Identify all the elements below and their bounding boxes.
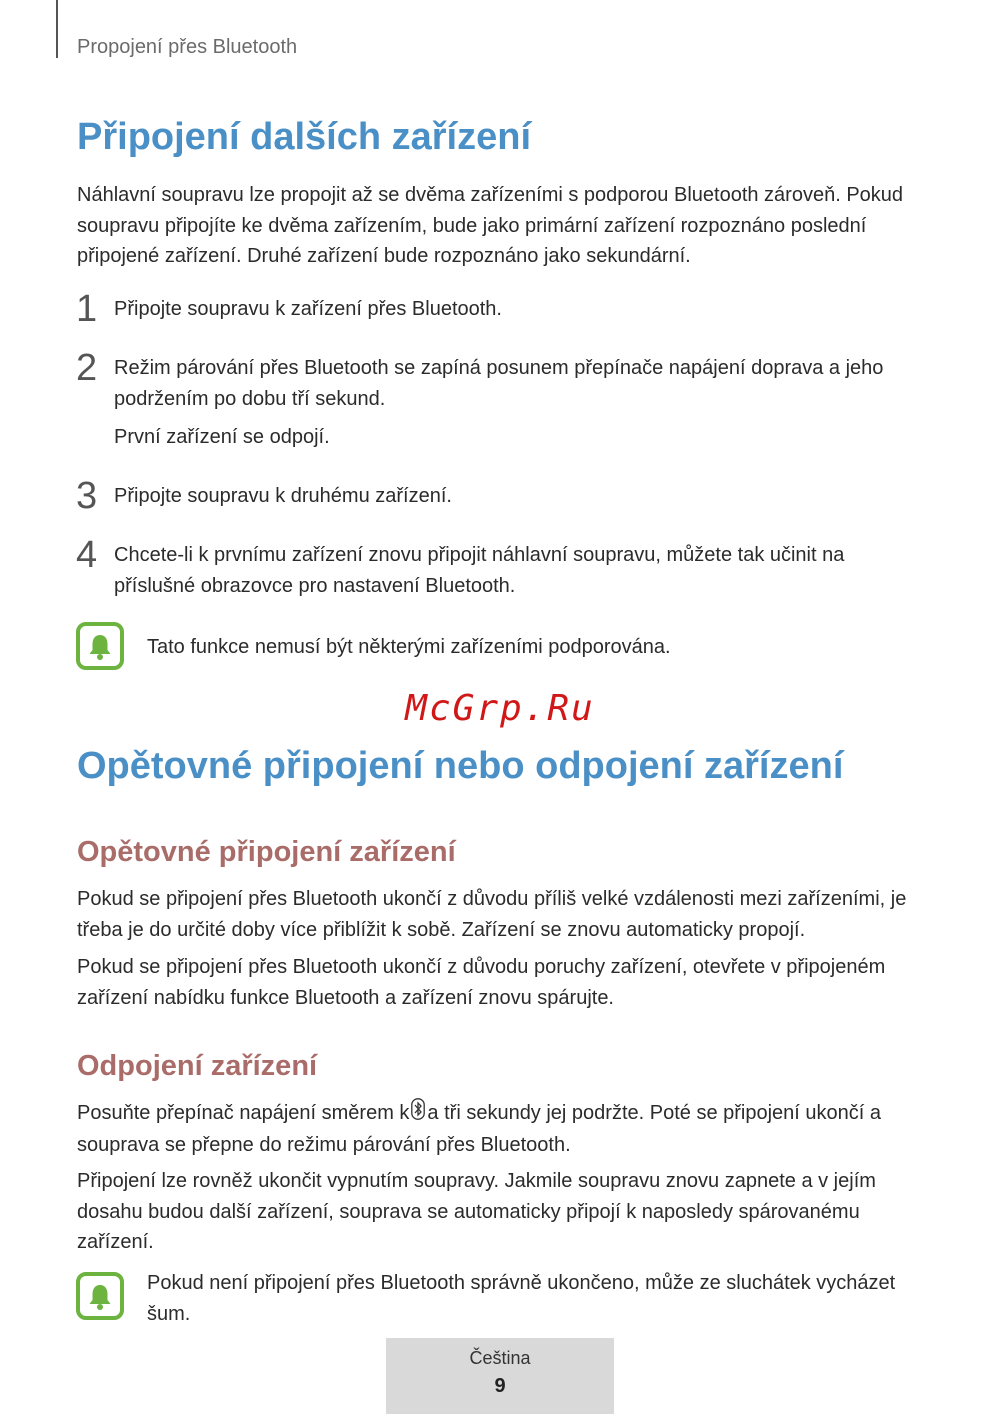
step-subtext-2: První zařízení se odpojí. bbox=[114, 426, 330, 448]
page-footer bbox=[386, 1338, 614, 1414]
note-text-1: Tato funkce nemusí být některými zařízeními podporována. bbox=[147, 636, 671, 658]
watermark: McGrp.Ru bbox=[405, 688, 595, 729]
note-text-2: Pokud není připojení přes Bluetooth správně ukončeno, může ze sluchátek vycházet šum. bbox=[147, 1272, 896, 1325]
section-header: Propojení přes Bluetooth bbox=[77, 36, 298, 58]
disconnect-paragraph-1 bbox=[77, 1098, 927, 1160]
intro-paragraph: Náhlavní soupravu lze propojit až se dvěma zařízeními s podporou Bluetooth zároveň. Pokud soupravu připojíte ke dvěma zařízením, bude jako primární zařízení rozpoznáno poslední připojené zařízení. Druhé zařízení bude rozpoznáno jako sekundární. bbox=[77, 184, 904, 267]
section-title-additional-devices: Připojení dalších zařízení bbox=[77, 116, 532, 158]
subsection-title-reconnect: Opětovné připojení zařízení bbox=[77, 836, 456, 868]
footer-language: Čeština bbox=[469, 1348, 531, 1368]
note-bell-icon-2 bbox=[76, 1272, 124, 1320]
step-text-1: Připojte soupravu k zařízení přes Bluetooth. bbox=[114, 298, 502, 320]
reconnect-paragraph-1: Pokud se připojení přes Bluetooth ukončí z důvodu příliš velké vzdálenosti mezi zařízeními, je třeba je do určité doby více přiblížit k sobě. Zařízení se znovu automaticky propojí. bbox=[77, 888, 907, 941]
bluetooth-icon bbox=[411, 1098, 425, 1130]
step-text-3: Připojte soupravu k druhému zařízení. bbox=[114, 485, 452, 507]
step-number-2: 2 bbox=[76, 347, 98, 389]
step-text-4: Chcete-li k prvnímu zařízení znovu připojit náhlavní soupravu, můžete tak učinit na příslušné obrazovce pro nastavení Bluetooth. bbox=[114, 544, 845, 597]
step-text-2: Režim párování přes Bluetooth se zapíná posunem přepínače napájení doprava a jeho podržením po dobu tří sekund. bbox=[114, 357, 884, 410]
step-number-3: 3 bbox=[76, 475, 98, 517]
section-title-reconnect-disconnect: Opětovné připojení nebo odpojení zařízení bbox=[77, 745, 844, 787]
disconnect-p1-before: Posuňte přepínač napájení směrem k bbox=[77, 1102, 410, 1125]
header-rule bbox=[56, 0, 58, 58]
reconnect-paragraph-2: Pokud se připojení přes Bluetooth ukončí z důvodu poruchy zařízení, otevřete v připojeném zařízení nabídku funkce Bluetooth a zařízení znovu spárujte. bbox=[77, 956, 886, 1009]
step-number-1: 1 bbox=[76, 288, 98, 330]
disconnect-paragraph-2: Připojení lze rovněž ukončit vypnutím soupravy. Jakmile soupravu znovu zapnete a v jejím dosahu budou další zařízení, souprava se automaticky připojí k naposledy spárovanému zařízení. bbox=[77, 1170, 876, 1253]
page-number: 9 bbox=[494, 1375, 506, 1397]
step-number-4: 4 bbox=[76, 534, 98, 576]
note-bell-icon bbox=[76, 622, 124, 670]
subsection-title-disconnect: Odpojení zařízení bbox=[77, 1050, 318, 1082]
disconnect-p1-after: a tři sekundy jej podržte. Poté se připojení ukončí a souprava se přepne do režimu párování přes Bluetooth. bbox=[77, 1102, 882, 1156]
